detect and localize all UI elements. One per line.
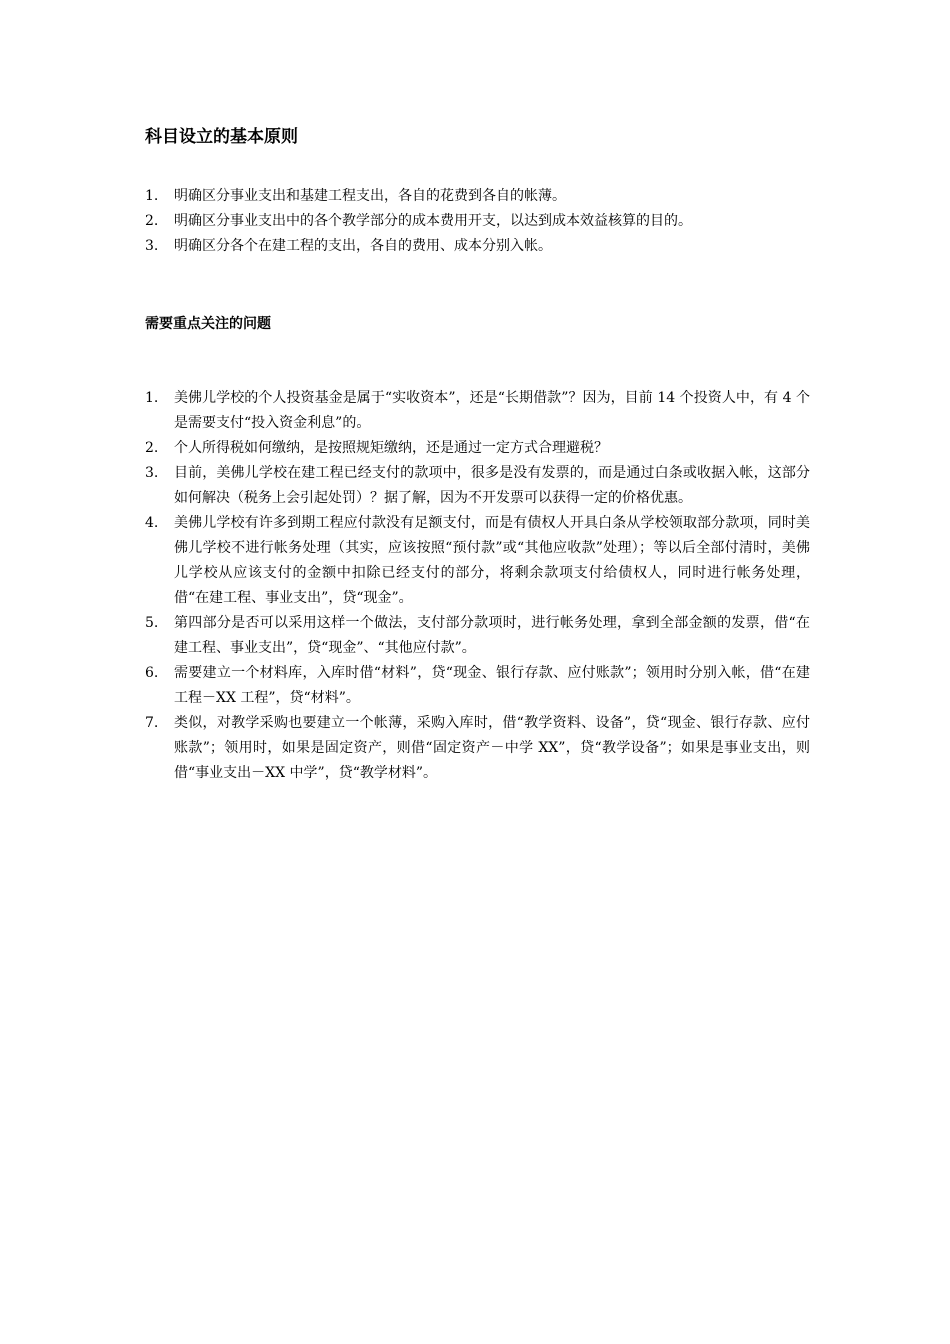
list-item-number: 3. — [145, 465, 159, 481]
list-item-text: 明确区分事业支出和基建工程支出，各自的花费到各自的帐薄。 — [174, 188, 566, 204]
list-item-text: 目前，美佛儿学校在建工程已经支付的款项中，很多是没有发票的，而是通过白条或收据入帐，这部分如何解决（税务上会引起处罚）？据了解，因为不开发票可以获得一定的价格优惠。 — [174, 465, 810, 506]
list-item-text: 美佛儿学校的个人投资基金是属于“实收资本”，还是“长期借款”？因为，目前 14 个投资人中，有 4 个是需要支付“投入资金利息”的。 — [174, 390, 810, 431]
list-item-text: 明确区分各个在建工程的支出，各自的费用、成本分别入帐。 — [174, 238, 552, 254]
list-item — [145, 184, 810, 209]
section-title-issues: 需要重点关注的问题 — [145, 316, 271, 332]
list-item — [145, 436, 810, 461]
section-title-principles: 科目设立的基本原则 — [145, 127, 298, 147]
list-item-number: 2. — [145, 213, 159, 229]
list-item — [145, 209, 810, 234]
issues-list — [145, 386, 810, 786]
list-item — [145, 234, 810, 259]
list-item-text: 需要建立一个材料库，入库时借“材料”，贷“现金、银行存款、应付账款”；领用时分别入帐，借“在建工程－XX 工程”，贷“材料”。 — [174, 665, 810, 706]
list-item — [145, 611, 810, 661]
list-item — [145, 461, 810, 511]
list-item-text: 个人所得税如何缴纳，是按照规矩缴纳，还是通过一定方式合理避税？ — [174, 440, 608, 456]
list-item-number: 4. — [145, 515, 159, 531]
list-item — [145, 386, 810, 436]
list-item-text: 第四部分是否可以采用这样一个做法，支付部分款项时，进行帐务处理，拿到全部金额的发票，借“在建工程、事业支出”，贷“现金”、“其他应付款”。 — [174, 615, 810, 656]
principles-list — [145, 184, 810, 259]
list-item-text: 美佛儿学校有许多到期工程应付款没有足额支付，而是有债权人开具白条从学校领取部分款项，同时美佛儿学校不进行帐务处理（其实，应该按照“预付款”或“其他应收款”处理）；等以后全部付清时，美佛儿学校从应该支付的金额中扣除已经支付的部分，将剩余款项支付给债权人，同时进行帐务处理，借“在建工程、事业支出”，贷“现金”。 — [174, 515, 810, 606]
list-item-text: 类似，对教学采购也要建立一个帐薄，采购入库时，借“教学资料、设备”，贷“现金、银行存款、应付账款”；领用时，如果是固定资产，则借“固定资产－中学 XX”，贷“教学设备”；如果是事业支出，则借“事业支出－XX 中学”，贷“教学材料”。 — [174, 715, 810, 781]
list-item-number: 7. — [145, 715, 159, 731]
list-item-text: 明确区分事业支出中的各个教学部分的成本费用开支，以达到成本效益核算的目的。 — [174, 213, 692, 229]
list-item-number: 2. — [145, 440, 159, 456]
list-item-number: 1. — [145, 188, 159, 204]
list-item-number: 5. — [145, 615, 159, 631]
list-item — [145, 511, 810, 611]
list-item — [145, 711, 810, 786]
list-item-number: 3. — [145, 238, 159, 254]
list-item — [145, 661, 810, 711]
list-item-number: 1. — [145, 390, 159, 406]
list-item-number: 6. — [145, 665, 159, 681]
